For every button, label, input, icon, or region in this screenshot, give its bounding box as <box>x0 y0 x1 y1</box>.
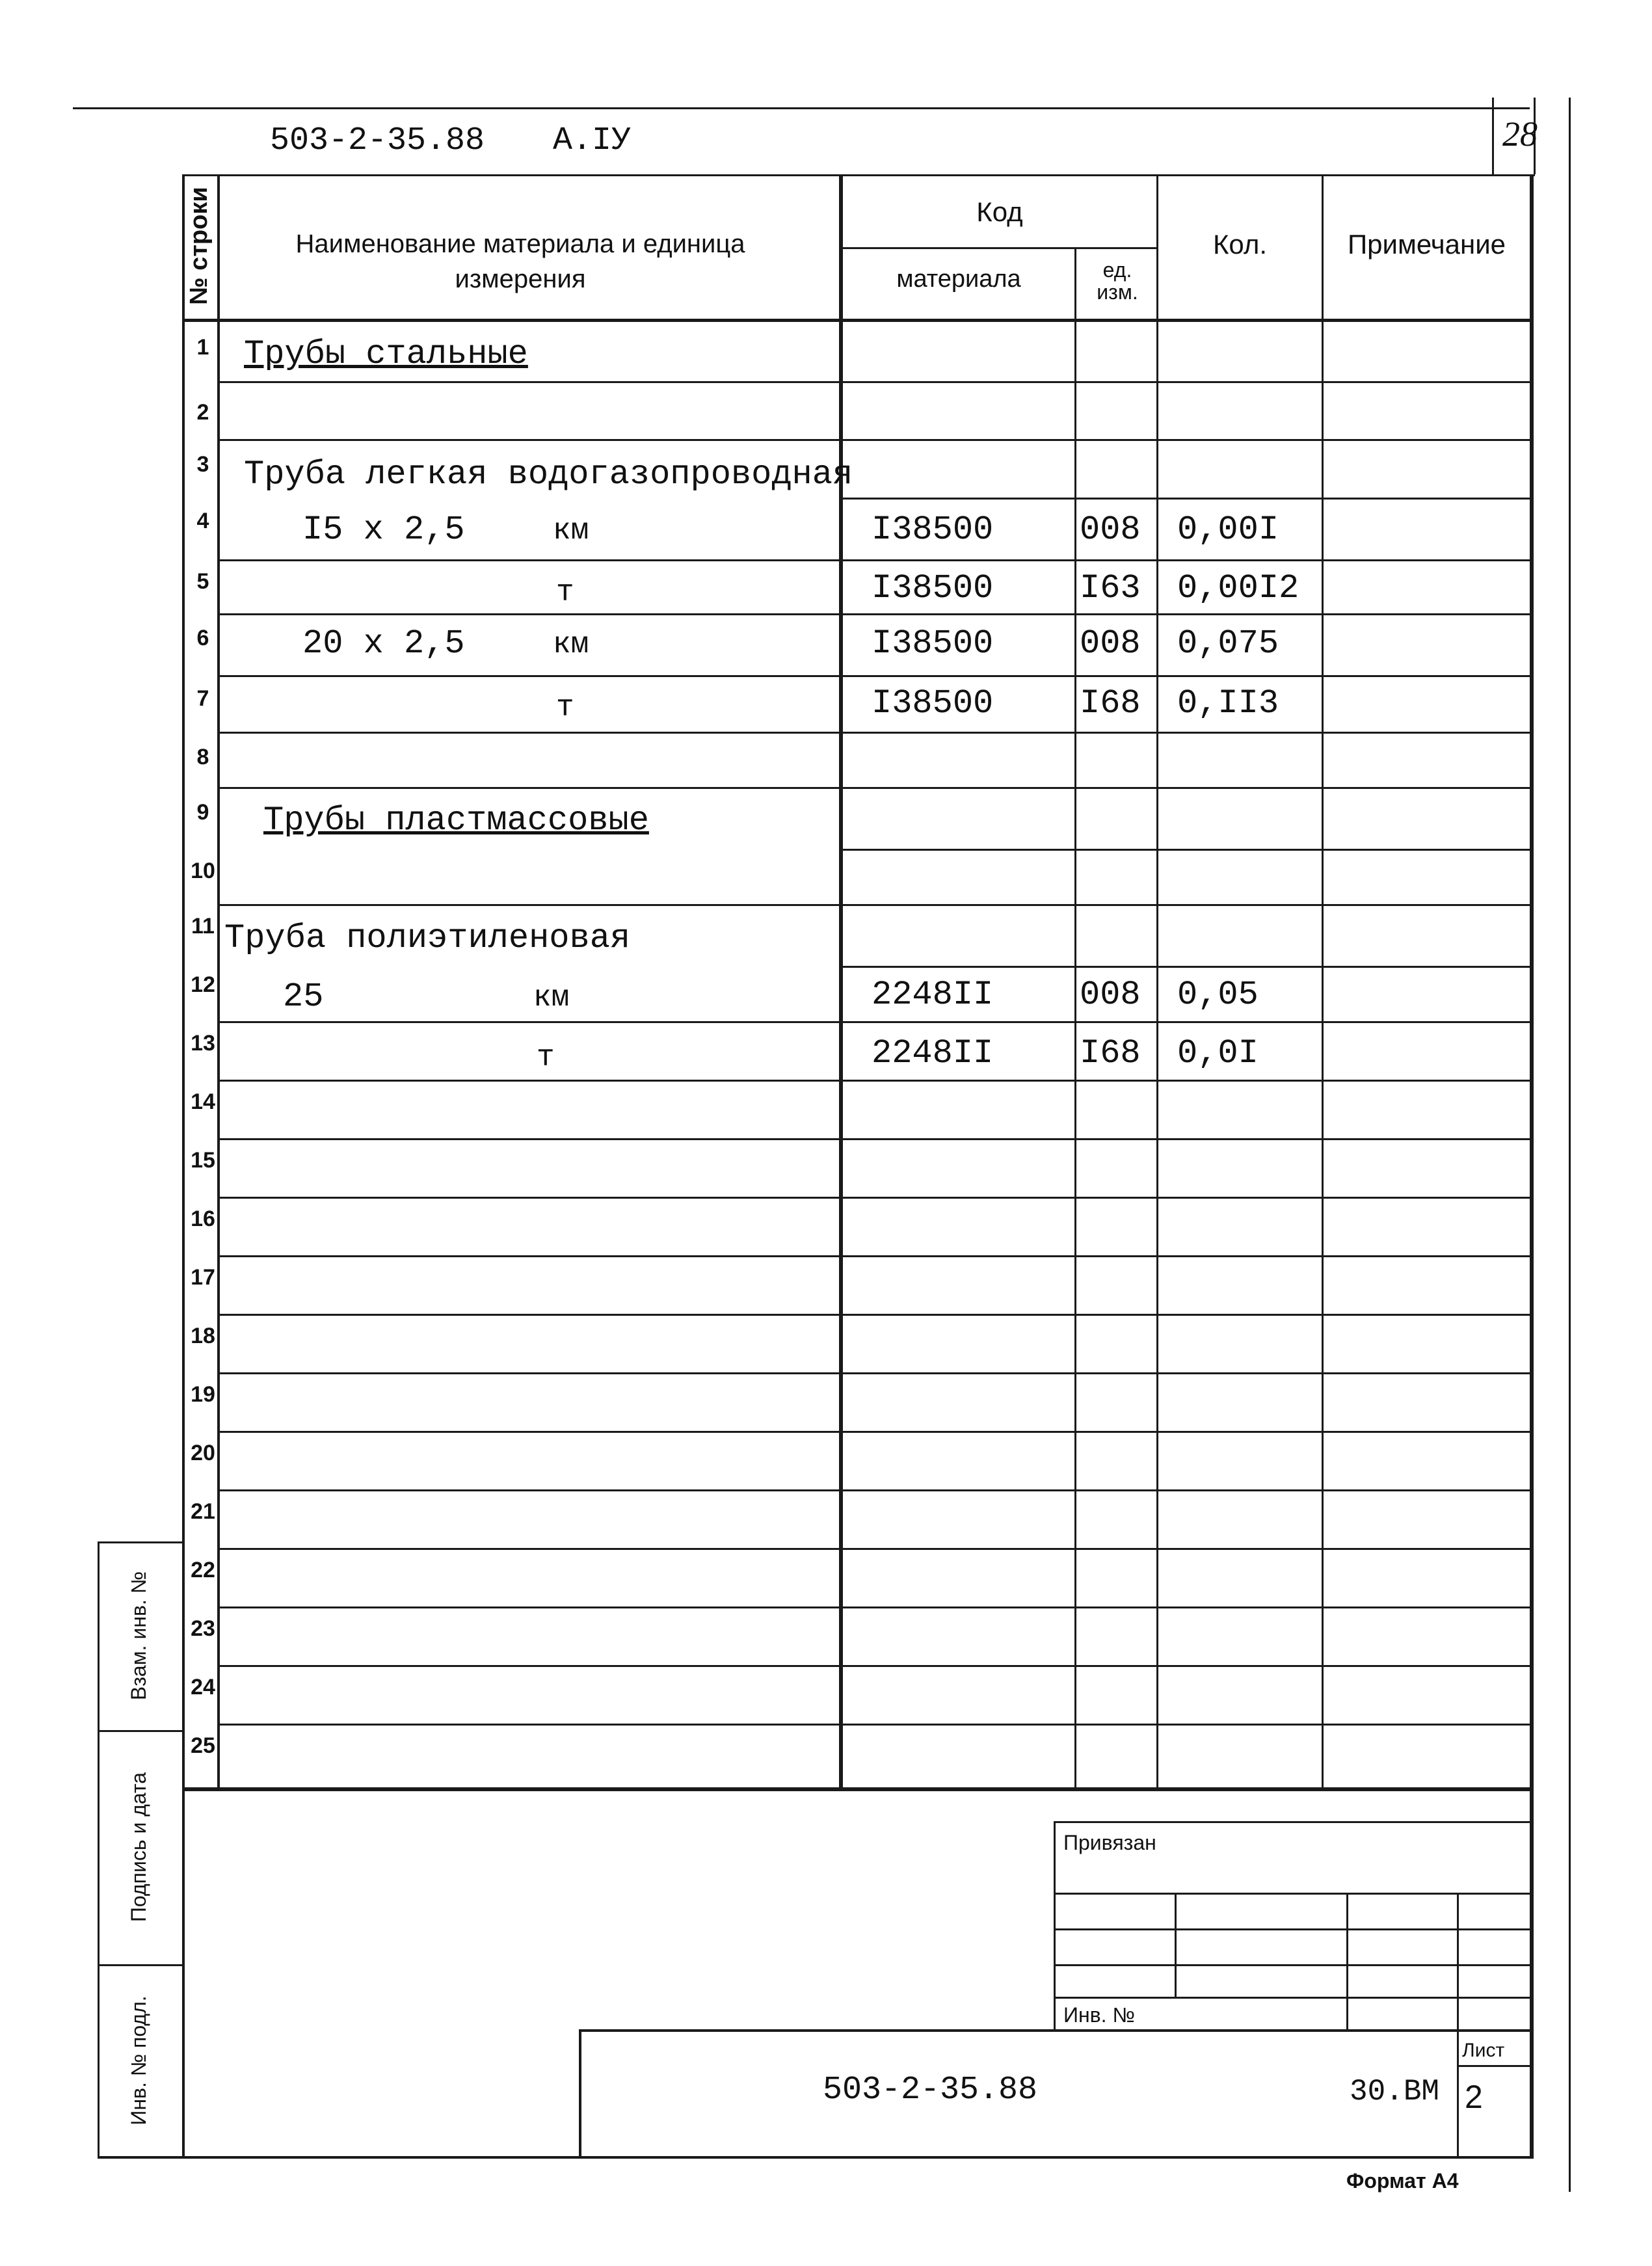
item-unit: т <box>556 691 574 725</box>
material-code: I38500 <box>872 511 994 549</box>
quantity: 0,II3 <box>1177 684 1279 723</box>
quantity: 0,05 <box>1177 976 1259 1014</box>
item-size: I5 х 2,5 <box>302 511 465 549</box>
material-code: I38500 <box>872 569 994 607</box>
item-size: 25 <box>283 978 324 1016</box>
stamp-doc-code: 503-2-35.88 <box>823 2072 1038 2109</box>
page-number: 28 <box>1502 114 1538 153</box>
privyazan-label: Привязан <box>1063 1831 1156 1854</box>
row-number: 11 <box>191 914 215 939</box>
row-number: 7 <box>196 686 209 711</box>
sheet-number: 2 <box>1465 2079 1483 2115</box>
row-number: 25 <box>191 1733 215 1758</box>
qty-header: Кол. <box>1212 229 1268 260</box>
section-heading-steel: Трубы стальные <box>244 335 528 373</box>
margin-label-replacement-inv: Взам. инв. № <box>127 1571 150 1701</box>
quantity: 0,0I <box>1177 1034 1259 1073</box>
row-number: 2 <box>196 400 209 425</box>
row-number: 9 <box>196 800 209 825</box>
unit-code: I68 <box>1080 1034 1141 1073</box>
name-column-header: Наименование материала и единица измерения <box>295 230 745 293</box>
stamp-mark: 30.ВМ <box>1350 2075 1440 2109</box>
item-unit: км <box>553 514 589 548</box>
item-name: Труба легкая водогазопроводная <box>244 455 853 494</box>
item-unit: км <box>553 628 589 661</box>
format-label: Формат А4 <box>1346 2169 1459 2193</box>
row-number: 15 <box>191 1148 215 1173</box>
row-number: 13 <box>191 1031 215 1056</box>
unit-code: 008 <box>1080 511 1141 549</box>
unit-code: I68 <box>1080 684 1141 723</box>
material-code: 2248II <box>872 976 994 1014</box>
unit-code: I63 <box>1080 569 1141 607</box>
material-code: I38500 <box>872 684 994 723</box>
unit-code-header: ед. изм. <box>1097 258 1138 304</box>
note-header: Примечание <box>1347 229 1506 260</box>
row-number: 16 <box>191 1206 215 1231</box>
row-number: 6 <box>196 626 209 650</box>
unit-code: 008 <box>1080 976 1141 1014</box>
row-number: 3 <box>196 452 209 477</box>
item-unit: т <box>556 576 574 609</box>
section-code: А.IУ <box>553 122 632 159</box>
row-number: 20 <box>191 1441 215 1465</box>
row-number-header: № строки <box>185 187 213 305</box>
sheet-label: Лист <box>1462 2040 1505 2061</box>
item-unit: т <box>537 1041 555 1074</box>
row-number: 8 <box>196 745 209 769</box>
item-name: Труба полиэтиленовая <box>224 919 631 957</box>
item-size: 20 х 2,5 <box>302 624 465 663</box>
section-heading-plastic: Трубы пластмассовые <box>263 801 649 840</box>
code-header: Код <box>976 196 1023 227</box>
quantity: 0,00I <box>1177 511 1279 549</box>
row-number: 19 <box>191 1382 215 1407</box>
row-number: 14 <box>191 1089 215 1114</box>
material-code: 2248II <box>872 1034 994 1073</box>
row-number: 10 <box>191 859 215 883</box>
row-number: 23 <box>191 1616 215 1641</box>
margin-label-inv-original: Инв. № подл. <box>127 1995 150 2126</box>
unit-code: 008 <box>1080 624 1141 663</box>
row-number: 4 <box>196 509 209 533</box>
doc-code-header: 503-2-35.88 <box>270 122 485 159</box>
row-number: 12 <box>191 972 215 997</box>
quantity: 0,00I2 <box>1177 569 1299 607</box>
material-code: I38500 <box>872 624 994 663</box>
margin-label-signature-date: Подпись и дата <box>127 1772 150 1923</box>
row-number: 18 <box>191 1324 215 1348</box>
item-unit: км <box>533 981 570 1015</box>
material-code-header: материала <box>896 265 1021 293</box>
row-number: 22 <box>191 1558 215 1582</box>
row-number: 21 <box>191 1499 215 1524</box>
row-number: 17 <box>191 1265 215 1290</box>
inv-number-label: Инв. № <box>1063 2003 1135 2027</box>
row-number: 5 <box>196 569 209 594</box>
row-number: 1 <box>196 335 209 360</box>
row-number: 24 <box>191 1675 215 1700</box>
quantity: 0,075 <box>1177 624 1279 663</box>
